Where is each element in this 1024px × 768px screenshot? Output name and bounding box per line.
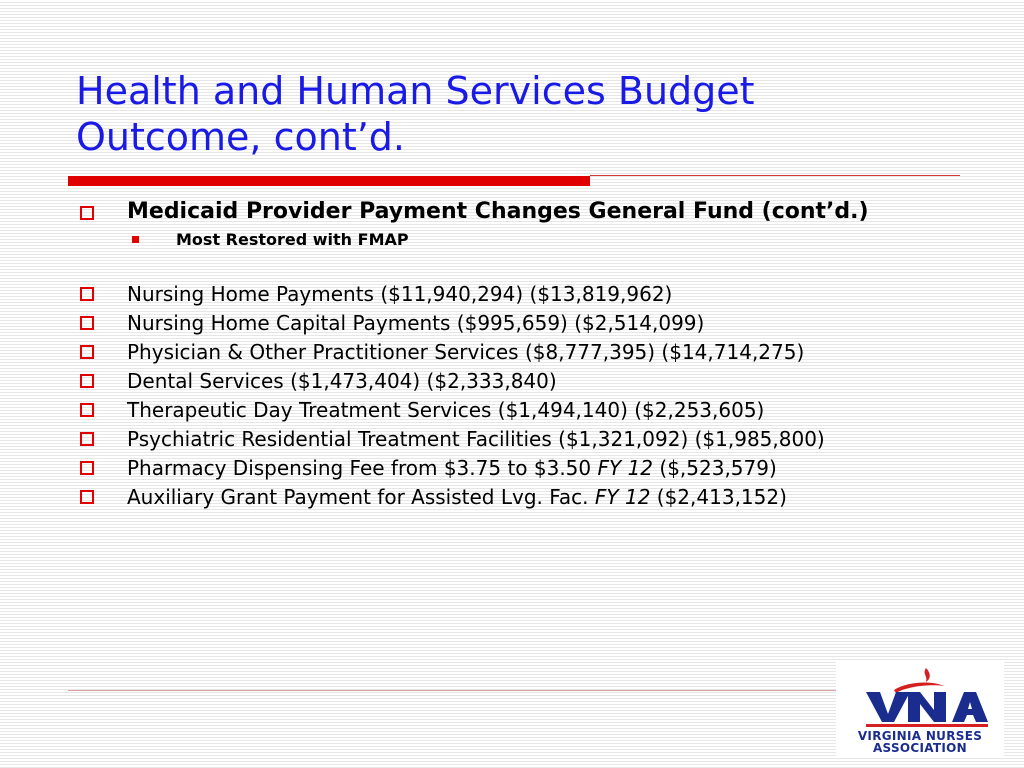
list-item	[80, 428, 980, 450]
list-item	[80, 283, 980, 305]
title-divider-thin	[590, 175, 960, 176]
sub-bullet-item	[80, 230, 980, 250]
list-item-text: Psychiatric Residential Treatment Facilities ($1,321,092) ($1,985,800)	[127, 427, 825, 451]
list-item	[80, 457, 980, 479]
bullet-list	[80, 200, 980, 515]
hollow-square-bullet-icon	[80, 490, 94, 504]
fiscal-year-label: FY 12	[597, 456, 654, 480]
list-item	[80, 341, 980, 363]
hollow-square-bullet-icon	[80, 345, 94, 359]
list-item	[80, 312, 980, 334]
list-item-text: Therapeutic Day Treatment Services ($1,494,140) ($2,253,605)	[127, 398, 765, 422]
title-divider-thick	[68, 176, 590, 186]
hollow-square-bullet-icon	[80, 461, 94, 475]
logo-text-line-1: VIRGINIA NURSES	[857, 729, 983, 743]
hollow-square-bullet-icon	[80, 432, 94, 446]
list-item-text	[127, 485, 787, 509]
list-item-text-main: Pharmacy Dispensing Fee from $3.75 to $3.50	[127, 456, 598, 480]
hollow-square-bullet-icon	[80, 403, 94, 417]
vna-logo	[836, 660, 1004, 758]
list-item-text: Physician & Other Practitioner Services ($8,777,395) ($14,714,275)	[127, 340, 805, 364]
hollow-square-bullet-icon	[80, 206, 94, 220]
logo-text-line-2: ASSOCIATION	[872, 741, 968, 755]
filled-square-bullet-icon	[132, 236, 139, 243]
slide-title-line-2: Outcome, cont’d.	[76, 115, 405, 159]
hollow-square-bullet-icon	[80, 374, 94, 388]
slide-title-line-1: Health and Human Services Budget	[76, 69, 755, 113]
slide-title	[76, 68, 976, 160]
list-item-text: Dental Services ($1,473,404) ($2,333,840)	[127, 369, 557, 393]
sub-bullet-text: Most Restored with FMAP	[176, 230, 409, 249]
hollow-square-bullet-icon	[80, 316, 94, 330]
footer-divider	[68, 690, 836, 691]
list-item-text-amount: ($2,413,152)	[650, 485, 787, 509]
list-item-text-main: Auxiliary Grant Payment for Assisted Lvg. Fac.	[127, 485, 595, 509]
hollow-square-bullet-icon	[80, 287, 94, 301]
list-item	[80, 399, 980, 421]
list-item-text	[127, 456, 777, 480]
fiscal-year-label: FY 12	[594, 485, 651, 509]
list-item	[80, 486, 980, 508]
bullet-lead-item	[80, 200, 980, 224]
bullet-lead-text: Medicaid Provider Payment Changes General Fund (cont’d.)	[127, 199, 869, 224]
list-item-text: Nursing Home Capital Payments ($995,659) ($2,514,099)	[127, 311, 705, 335]
list-item	[80, 370, 980, 392]
list-item-text: Nursing Home Payments ($11,940,294) ($13,819,962)	[127, 282, 673, 306]
list-item-text-amount: ($,523,579)	[653, 456, 777, 480]
